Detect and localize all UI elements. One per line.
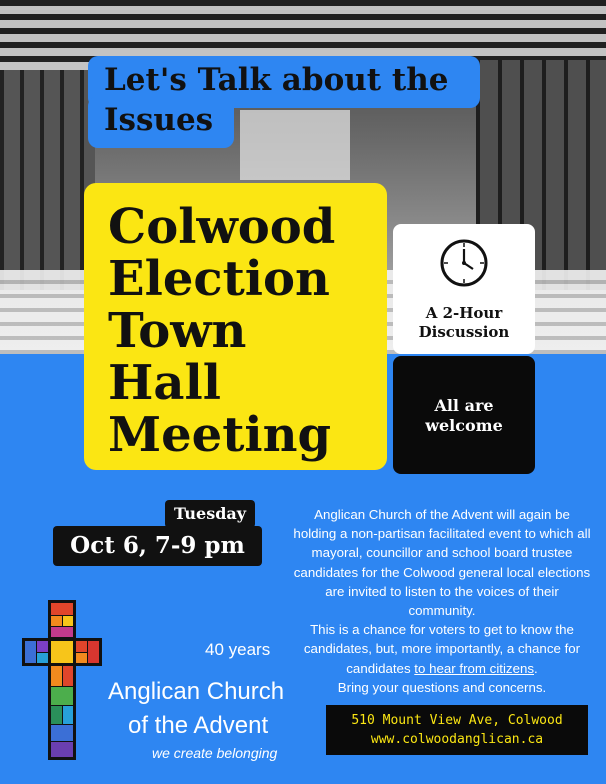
bookshelf-left: [0, 70, 95, 290]
stained-glass-cross-icon: [22, 600, 102, 760]
event-title-box: [84, 183, 387, 470]
title-line: Town: [108, 303, 247, 359]
hear-from-citizens-text: to hear from citizens: [414, 660, 535, 676]
day-badge: [165, 500, 255, 528]
duration-card: [393, 224, 535, 354]
church-years: 40 years: [205, 640, 271, 659]
description-paragraph-1: Anglican Church of the Advent will again be holding a non-partisan facilitated event to which all mayoral, councillor and school board trustee candidates for the Colwood general local elections are invited to listen to the voices of their community.: [293, 507, 591, 619]
clock-icon: [439, 238, 489, 288]
event-date: Oct 6, 7-9 pm: [70, 532, 245, 559]
welcome-card: [393, 356, 535, 474]
event-day: Tuesday: [173, 504, 247, 523]
title-line: Meeting: [108, 407, 332, 463]
date-badge: [53, 526, 262, 566]
address-box: [326, 705, 588, 755]
duration-line-2: Discussion: [418, 323, 510, 341]
welcome-line-2: welcome: [425, 416, 503, 435]
event-description: [292, 505, 592, 697]
issues-line-2: Issues: [104, 102, 214, 138]
description-paragraph-3: Bring your questions and concerns.: [337, 679, 547, 695]
issues-line-1: Let's Talk about the: [104, 62, 449, 98]
street-address: 510 Mount View Ave, Colwood: [351, 713, 563, 728]
church-name-line-2: of the Advent: [128, 712, 269, 739]
church-name-line-1: Anglican Church: [108, 678, 285, 705]
church-tagline: we create belonging: [152, 745, 278, 761]
website-url[interactable]: www.colwoodanglican.ca: [370, 732, 544, 747]
issues-banner: [88, 56, 480, 148]
event-title: [108, 201, 335, 461]
title-line: Election: [108, 251, 330, 307]
description-paragraph-2: This is a chance for voters to get to know the candidates, but, more importantly, a chance for candidates to hear from citizens.: [303, 622, 581, 676]
title-line: Colwood: [108, 199, 336, 255]
welcome-line-1: All are: [434, 396, 494, 415]
duration-line-1: A 2-Hour: [425, 304, 503, 322]
title-line: Hall: [108, 355, 221, 411]
